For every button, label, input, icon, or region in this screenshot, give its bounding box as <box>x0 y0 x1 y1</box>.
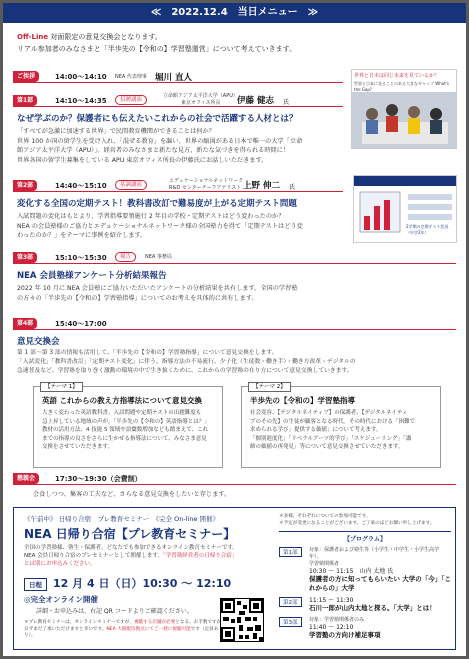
theme1-body <box>42 409 216 452</box>
part3-body-line2: の方々の「半歩先の【令和の】学習塾指導」についてのお考えを具体的に共有します。 <box>17 294 258 302</box>
theme2-title: 半歩先の【令和の】学習塾指導 <box>250 396 355 405</box>
promo-title: NEA 日帰り合宿【プレ教育セミナー】 <box>24 527 236 541</box>
date-label: 日程 <box>24 578 47 591</box>
theme2-tag: 【テーマ 2】 <box>248 382 291 392</box>
part2-affiliation1: エデュケーショナルネットワーク <box>169 178 244 184</box>
photo-caption: 世界と日本は同じ未来を見ているか？ <box>352 70 456 81</box>
program-row-3 <box>279 617 451 640</box>
social-rule <box>13 484 456 485</box>
part2-honor: 氏 <box>289 184 296 191</box>
theme2-box <box>241 386 441 468</box>
photo-subcaption: 世界と日本に見ることのある大きなギャップ What's the Gap? <box>352 81 456 92</box>
part1-body-line2: 世界 100 か国の留学生を受け入れ、「混ぜる教育」を謳い、世界の縮図がある日本で唯一の大学「立命 <box>17 137 303 145</box>
part1-body-line1: 「すべてが急激に加速する世界」で民間教育機関ができることは何か？ <box>17 128 215 135</box>
program-badge-3: 第3部 <box>279 617 302 627</box>
promo-desc1: 全国の学習塾様、塾生・保護者、どなたでも参加できるオンライン教育セミナーです。 <box>24 545 238 551</box>
part2-body-line1: 入試問題の変化はもとより、学習指導要領施行 2 年目の学校・定期テストはどう変わったのか？ <box>17 213 285 220</box>
theme1-title: 英語 これからの教え方指導法について意見交換 <box>42 396 202 405</box>
theme1-line5: 交換をさせていただきます。 <box>42 444 114 450</box>
greeting-role: NEA 代表理事 <box>115 74 147 80</box>
part3-role: NEA 事務局 <box>145 254 172 260</box>
part2-body-line3: わったのか？」をテーマに事例を紹介します。 <box>17 232 147 239</box>
promo-description <box>24 544 239 568</box>
part1-time: 14:10～14:35 <box>55 97 107 105</box>
greeting-time: 14:00～14:10 <box>55 73 107 81</box>
program-note1: ＊多様、それぞれについての参加可能です。 <box>279 514 371 519</box>
qr-code-icon[interactable] <box>220 598 264 642</box>
footnote3: です（定員あり）。 <box>24 626 219 638</box>
theme2-line2: ブのその先】の生徒が顧客となる時代。その時代における「困難で <box>250 418 416 425</box>
social-body: 会食しつつ、集客の工夫など、さらなる意見交換をしたいと存じます。 <box>33 491 231 498</box>
theme1-tag: 【テーマ 1】 <box>40 382 83 392</box>
part4-title: 意見交換会 <box>17 337 60 347</box>
part2-tag: 第2部 <box>13 180 37 191</box>
program-heading: 【プログラム】 <box>279 531 451 543</box>
program-row2-time: 11:15 ～ 11:30 <box>309 597 354 604</box>
part1-tag: 第1部 <box>13 95 37 106</box>
part1-photo <box>351 69 457 149</box>
part1-body <box>17 127 357 165</box>
program-note2: ＊予定が変更になることがございます。ご了承のほどお願い申し上げます。 <box>279 520 435 526</box>
part3-pill: 報告 <box>115 252 136 262</box>
menu-banner: ≪ 2022.12.4 当日メニュー ≫ <box>3 3 466 23</box>
part2-body <box>17 212 353 241</box>
theme2-body <box>250 409 434 452</box>
intro-line2: リアル参加者のみなさまと「半歩先の【令和の】学習塾運営」について考えていきます。 <box>17 45 297 53</box>
theme2-line5: 師の価値の再発見」等について意見交換させていただきます。 <box>250 444 404 450</box>
part2-time: 14:40～15:10 <box>55 182 107 190</box>
theme1-box <box>33 386 223 468</box>
part1-name: 伊藤 健志 <box>237 96 274 106</box>
part2-name: 上野 伸二 <box>243 181 280 191</box>
program-row1-time: 10:30 ～ 11:15 山内 太地 氏 <box>309 568 394 575</box>
footnote3-red: ご一緒に視聴可能 <box>154 626 191 632</box>
theme1-line3: 教材の活用方法、4 技能 5 領域や語彙数増加なども踏まえて、これ <box>42 427 209 433</box>
program-row2-title: 石川一郎が山内太地と探る。「大学」とは！ <box>309 604 436 612</box>
footnote2-red: NEA 大阪配信拠点にて <box>106 626 155 632</box>
slide-label: 2学期の定期テスト状況（中学2年） <box>406 224 449 235</box>
part1-rule <box>13 106 343 107</box>
qr-note: 詳細・お申込みは、右記 QR コードよりご確認ください。 <box>36 608 193 615</box>
promo-subtitle: 《午前中》 日帰り合宿 プレ教育セミナー 《完全 On-line 開催》 <box>24 515 220 523</box>
promo-desc3-red: とは別にお申込みください。 <box>24 561 96 567</box>
part1-body-line3: 館アジア太平洋大学（APU）」。経営者のみなさまと新たな見方、新たな気づきを得られる時間に！ <box>17 147 290 154</box>
promo-desc2-red: 「学習塾経営者の日帰り合宿」 <box>162 553 238 559</box>
part2-slide <box>353 175 457 243</box>
part3-title: NEA 会員塾様アンケート分析結果報告 <box>17 271 167 281</box>
part4-time: 15:40～17:00 <box>55 320 107 328</box>
part3-rule <box>13 263 456 264</box>
theme2-line1: 社会変容、【デジタルネイティブ】の保護者、【デジタルネイティ <box>250 410 408 416</box>
offline-label: Off-Line <box>17 33 49 41</box>
footnote1: ＊プレ教育セミナーは、オンラインセミナーですが、 <box>24 620 134 625</box>
part2-body-line2: NEA の会員塾様のご協力とエデュケーショナルネットワーク様の全国塾力を得て「定期テストはどう変 <box>17 222 303 230</box>
footnote2: となる、お手数ですが日ずまだ了承いただけますと幸いです。 <box>24 620 222 632</box>
workshop-photo-illustration <box>352 92 457 149</box>
promo-date <box>24 575 231 591</box>
part3-body-line1: 2022 年 10 月に NEA 会員塾にご協力いただいたアンケートの分析結果を共有します。全国の学習塾 <box>17 285 298 292</box>
part2-pill: 基調講演 <box>115 180 147 190</box>
program-badge-1: 第1部 <box>279 547 302 557</box>
theme2-line3: 求められる学び」提供する価値」について考えます。 <box>250 427 382 433</box>
part2-title: 変化する全国の定期テスト！教科書改訂で難易度が上がる定期テスト問題 <box>17 199 297 209</box>
program-badge-2: 第2部 <box>279 597 302 607</box>
greeting-name: 堀川 直人 <box>155 73 192 83</box>
flyer-page <box>3 3 466 656</box>
greeting-tag: ご挨拶 <box>13 71 39 82</box>
date-value: 12 月 4 日（日）10:30 ～ 12:10 <box>53 577 232 590</box>
program-row1-line2: 学習塾関係者 <box>309 561 340 567</box>
part4-body-line3: 急速普及など、学習塾を取り巻く激動の環境の中で生き抜くために、これからの学習塾の在り方について意見交換していきます。 <box>17 368 353 374</box>
program-row3-time: 11:40 ～ 12:10 <box>309 624 354 631</box>
part1-affiliation2: 東京オフィス所長 <box>181 100 221 106</box>
part4-body <box>17 349 457 376</box>
part4-body-line1: 第 1 部～第 3 部の情報も活用して、「半歩先の【令和の】学習塾指導」について意見交換をします。 <box>17 350 278 356</box>
part3-tag: 第3部 <box>13 252 37 263</box>
intro-line1: 対面限定の意見交換会となります。 <box>48 33 162 41</box>
part1-honor: 氏 <box>283 99 290 106</box>
intro-text <box>17 31 457 55</box>
part1-pill: 招聘講演 <box>115 95 147 105</box>
pre-seminar-box <box>13 507 456 650</box>
program-row3-title: 学習塾の方向け補足事項 <box>309 631 381 639</box>
part4-rule <box>13 329 456 330</box>
theme1-line4: までの指導の良さをさらに生かせる指導法について、みなさま意見 <box>42 435 207 442</box>
part1-affiliation1: 立命館アジア太平洋大学（APU） <box>163 93 238 99</box>
program-row1-title: 保護者の方に知ってもらいたい 大学の「今」「これからの」大学 <box>309 575 452 592</box>
promo-footnote <box>24 620 224 640</box>
theme2-line4: 「個別進度化」「リベラルアーツ的学び」「スケジューリング」「講 <box>250 435 412 442</box>
part4-body-line2: 「入試変化」「教科書改訂」「定期テスト変化」に伴う、指導方法の不易流行、少子化（生徒数・働き手）・働き方改革・デジタルの <box>17 359 356 365</box>
part2-rule <box>13 191 343 192</box>
social-time: 17:30～19:30（会費制） <box>55 475 142 483</box>
footnote1-red: 視聴する店舗が必要 <box>133 620 176 625</box>
part1-title: なぜ学ぶのか？保護者にも伝えたいこれからの社会で活躍する人材とは？ <box>17 114 298 124</box>
program-row-1 <box>279 547 451 593</box>
part2-affiliation2: R&D センターチーフアナリスト <box>169 185 242 191</box>
part4-tag: 第4部 <box>13 318 37 329</box>
part3-time: 15:10～15:30 <box>55 254 107 262</box>
part1-body-line4: 世界各国の留学生募集をしている APU 東京オフィス所長の伊藤氏にお話しいただきます。 <box>17 156 268 164</box>
promo-desc2: NEA 会員日帰り合宿のプレセミナーとして開催します。 <box>24 553 163 559</box>
theme1-line2: 急上昇している地域の声が。「半歩先の【令和の】英語指導とは？」 <box>42 418 210 425</box>
social-tag: 懇親会 <box>13 473 39 484</box>
program-row1-line1: 対象：保護者および塾生等（小学生・中学生・小学生高学年）、 <box>309 547 440 560</box>
online-label: ◎完全オンライン開催 <box>24 595 98 604</box>
program-panel <box>279 514 451 640</box>
part3-body <box>17 284 457 303</box>
program-row3-line1: 対象：学習塾関係者のみ <box>309 617 365 623</box>
program-row-2 <box>279 597 451 613</box>
theme1-line1: 大きく変わった英語教科書。入試問題や定期テストの出題難度も <box>42 410 202 416</box>
